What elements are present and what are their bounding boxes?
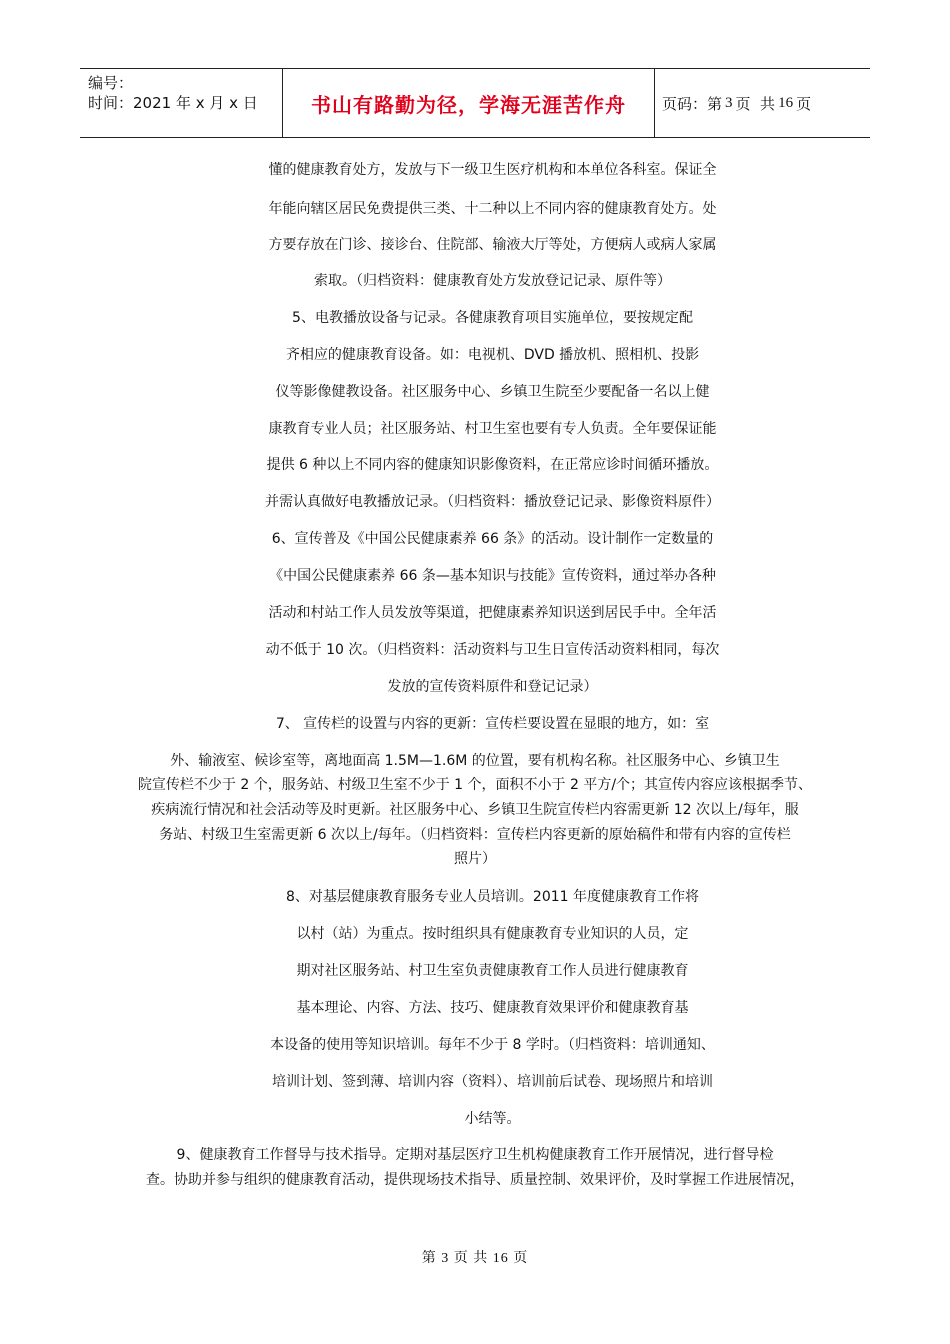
time-label: 时间：2021 年 x 月 x 日 (88, 94, 258, 112)
body-line: 查。协助并参与组织的健康教育活动，提供现场技术指导、质量控制、效果评价，及时掌握工作进展情况， (146, 1172, 804, 1188)
page-header (80, 68, 870, 138)
body-line: 小结等。 (464, 1111, 521, 1127)
body-line: 以村（站）为重点。按时组织具有健康教育专业知识的人员，定 (296, 926, 689, 942)
body-line: 疾病流行情况和社会活动等及时更新。社区服务中心、乡镇卫生院宣传栏内容需更新 12 次以上/每年，服 (151, 802, 799, 818)
page-label-mid: 页 共 (735, 94, 776, 113)
body-line: 《中国公民健康素养 66 条—基本知识与技能》宣传资料，通过举办各种 (269, 568, 716, 584)
body-line: 务站、村级卫生室需更新 6 次以上/每年。（归档资料：宣传栏内容更新的原始稿件和带有内容的宣传栏 (159, 827, 791, 843)
body-line: 发放的宣传资料原件和登记记录） (387, 679, 598, 695)
body-line: 活动和村站工作人员发放等渠道，把健康素养知识送到居民手中。全年活 (268, 605, 717, 621)
header-meta (88, 73, 258, 113)
page-label-prefix: 页码：第 (662, 94, 723, 113)
body-line: 年能向辖区居民免费提供三类、十二种以上不同内容的健康教育处方。处 (268, 201, 717, 217)
body-line: 基本理论、内容、方法、技巧、健康教育效果评价和健康教育基 (296, 1000, 689, 1016)
body-line: 索取。（归档资料：健康教育处方发放登记记录、原件等） (314, 273, 671, 289)
header-page-info (662, 69, 811, 137)
body-line: 8、对基层健康教育服务专业人员培训。2011 年度健康教育工作将 (286, 889, 699, 905)
body-line: 5、电教播放设备与记录。各健康教育项目实施单位，要按规定配 (292, 310, 693, 326)
body-line: 齐相应的健康教育设备。如：电视机、DVD 播放机、照相机、投影 (285, 347, 700, 363)
body-line: 9、健康教育工作督导与技术指导。定期对基层医疗卫生机构健康教育工作开展情况，进行督导检 (176, 1147, 774, 1163)
body-line: 照片） (454, 851, 496, 867)
header-motto: 书山有路勤为径，学海无涯苦作舟 (311, 92, 626, 117)
body-line: 本设备的使用等知识培训。每年不少于 8 学时。（归档资料：培训通知、 (270, 1037, 715, 1053)
page-total: 16 (778, 94, 794, 111)
header-divider (654, 69, 655, 137)
number-label: 编号： (88, 74, 134, 92)
page-number: 3 (725, 94, 733, 111)
body-line: 提供 6 种以上不同内容的健康知识影像资料，在正常应诊时间循环播放。 (266, 457, 719, 473)
body-line: 院宣传栏不少于 2 个，服务站、村级卫生室不少于 1 个，面积不小于 2 平方/个；其宣传内容应该根据季节、 (137, 777, 813, 793)
body-line: 培训计划、签到薄、培训内容（资料）、培训前后试卷、现场照片和培训 (272, 1074, 713, 1090)
body-line: 方要存放在门诊、接诊台、住院部、输液大厅等处，方便病人或病人家属 (268, 237, 717, 253)
body-line: 期对社区服务站、村卫生室负责健康教育工作人员进行健康教育 (296, 963, 689, 979)
page-label-suffix: 页 (796, 94, 812, 113)
page-footer: 第 3 页 共 16 页 (421, 1251, 529, 1266)
body-line: 动不低于 10 次。（归档资料：活动资料与卫生日宣传活动资料相同，每次 (265, 642, 720, 658)
body-line: 并需认真做好电教播放记录。（归档资料：播放登记记录、影像资料原件） (265, 494, 720, 510)
body-line: 懂的健康教育处方，发放与下一级卫生医疗机构和本单位各科室。保证全 (268, 162, 717, 178)
body-line: 仪等影像健教设备。社区服务中心、乡镇卫生院至少要配备一名以上健 (275, 384, 710, 400)
body-line: 康教育专业人员；社区服务站、村卫生室也要有专人负责。全年要保证能 (268, 421, 717, 437)
body-line: 7、 宣传栏的设置与内容的更新：宣传栏要设置在显眼的地方，如：室 (275, 716, 710, 732)
body-line: 外、输液室、候诊室等，离地面高 1.5M—1.6M 的位置，要有机构名称。社区服务中心、乡镇卫生 (170, 753, 780, 769)
body-line: 6、宣传普及《中国公民健康素养 66 条》的活动。设计制作一定数量的 (271, 531, 714, 547)
